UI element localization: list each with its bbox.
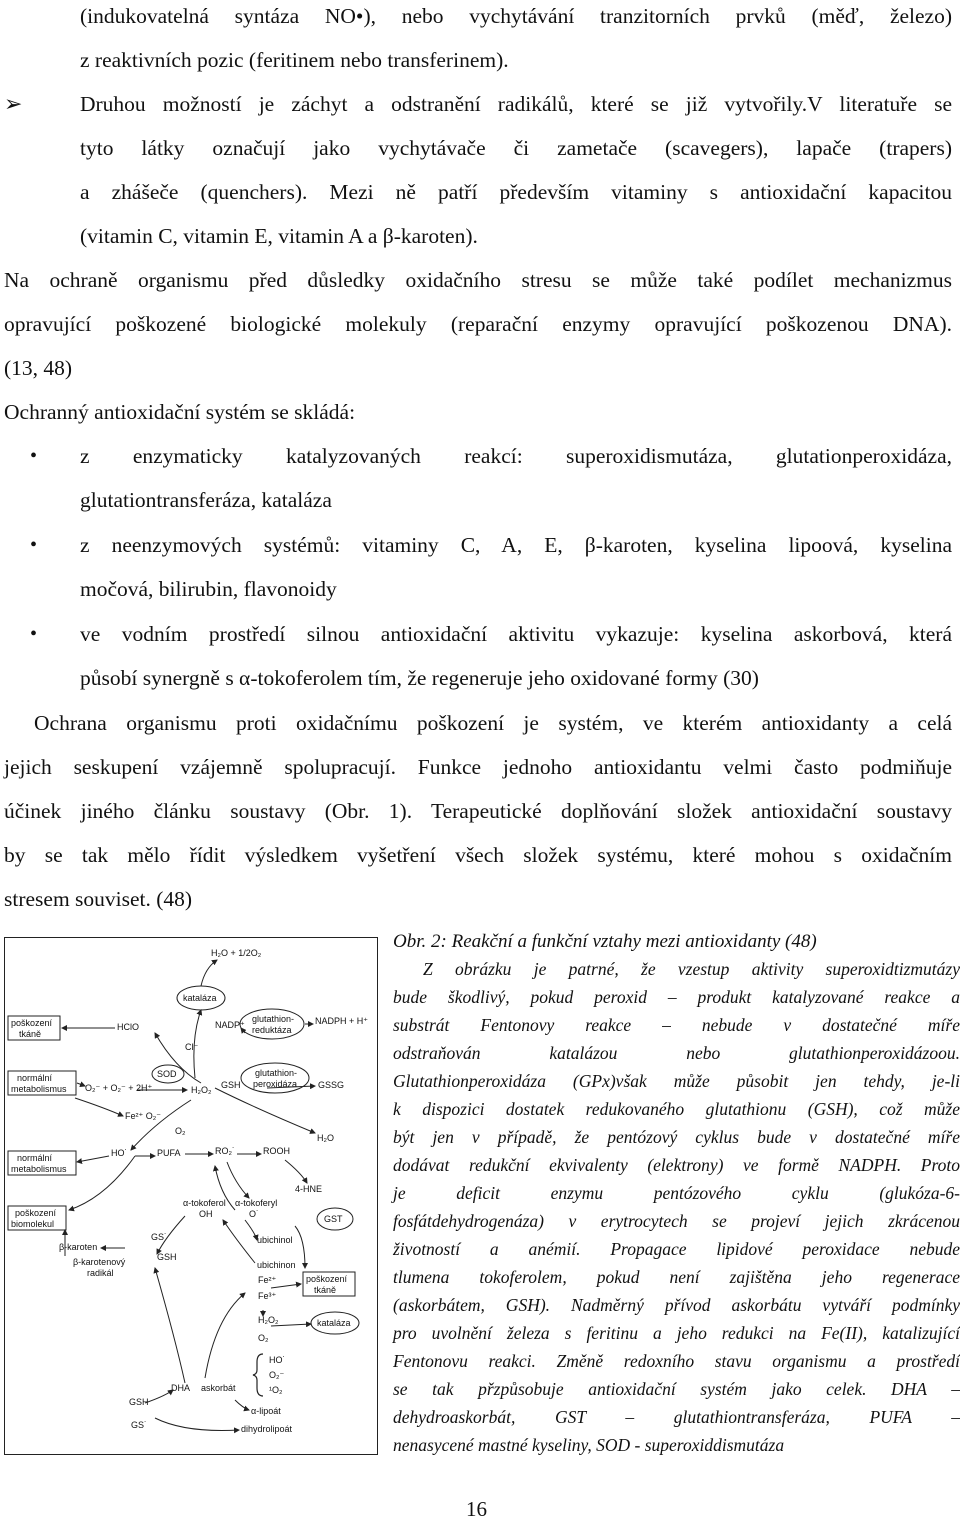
text-line: Na ochraně organismu před důsledky oxidačního stresu se může také podílet mechanizmus [4,268,952,292]
label-hclo: HClO [117,1022,139,1032]
text-line: účinek jiného článku soustavy (Obr. 1). Terapeutické doplňování složek antioxidační soustavy [4,799,952,823]
label-fe: Fe²⁺ O₂⁻ [125,1111,161,1121]
label-glutathion-peroxidaza-2: peroxidáza [253,1079,298,1089]
arrow [205,1293,245,1378]
caption-line: Glutathionperoxidáza (GPx)však může působit jen tehdy, je-li [393,1071,960,1091]
label-tokoferyl-1: α-tokoferyl [235,1198,278,1208]
brace [253,1354,263,1396]
label-ho-list-2: O₂⁻ [269,1370,285,1380]
label-cl: Cl⁻ [185,1042,199,1052]
bullet-text: ve vodním prostředí silnou antioxidační aktivitu vykazuje: kyselina askorbová, která [80,622,952,646]
arrow [69,1156,135,1210]
caption-line: být jen v případě, že pentózový cyklus bude v dostatečné míře [393,1127,960,1147]
caption-line: k dispozici dostatek redukovaného glutathionu (GSH), což může [393,1099,960,1119]
label-gs-radical: GS˙ [151,1232,168,1242]
label-o2-low: O₂ [258,1333,269,1343]
caption-line: pro uvolnění železa s feritinu a jeho redukci na Fe(II), katalizující [393,1323,960,1343]
bullet-text: glutationtransferáza, kataláza [80,488,332,512]
caption-line: fosfátdehydrogenáza) v erytrocytech se projeví jejich zkrácenou [393,1211,960,1231]
label-gsh-low: GSH [129,1397,149,1407]
caption-line: se tak přzpůsobuje antioxidační systém jako celek. DHA – [393,1379,960,1399]
label-lipoat: α-lipoát [251,1406,281,1416]
label-tokoferol-1: α-tokoferol [183,1198,226,1208]
label-h2o2: H₂O₂ [191,1085,212,1095]
label-sod: SOD [157,1069,177,1079]
label-pufa: PUFA [157,1148,181,1158]
label-hne: 4-HNE [295,1184,323,1194]
caption-line: bude škodlivý, pokud peroxid – produkt katalyzované reakce a [393,987,960,1007]
page-number: 16 [466,1497,487,1521]
label-fe2: Fe²⁺ [258,1275,277,1285]
label-poskozeni-biomolekul-2: biomolekul [11,1219,55,1229]
label-glutathion-peroxidaza-1: glutathion- [255,1068,298,1078]
label-poskozeni-biomolekul-1: poškození [15,1208,57,1218]
arrow [145,1390,173,1403]
bullet-icon: • [30,445,38,467]
label-karotenovy-2: radikál [87,1268,114,1278]
label-tokoferyl-2: O˙ [249,1209,259,1219]
caption-line: je deficit enzymu pentózového cyklu (glukóza-6- [393,1183,960,1203]
label-ho-list-3: ¹O₂ [269,1385,283,1395]
figure-caption-title: Obr. 2: Reakční a funkční vztahy mezi antioxidanty (48) [393,931,817,952]
bullet-icon: • [30,534,38,556]
arrow [295,1226,305,1268]
caption-line: (askorbátem, GSH). Nadměrný přívod askorbátu vytváří podmínky [393,1295,960,1315]
arrow [75,1098,123,1116]
caption-line: substrát Fentonovy reakce – nebude v dostatečné míře [393,1015,960,1035]
text-line: Druhou možností je záchyt a odstranění radikálů, které se již vytvořily.V literatuře se [80,92,952,116]
caption-line: nenasycené mastné kyseliny, SOD - superoxiddismutáza [393,1435,785,1455]
text-line: jejich seskupení vzájemně spolupracují. Funkce jednoho antioxidantu velmi často podmiňuje [4,755,952,779]
label-poskozeni-tkane-2b: tkáně [314,1285,337,1295]
arrow [155,1268,185,1383]
label-gs-low: GS˙ [131,1420,148,1430]
label-katalaza: kataláza [183,993,217,1003]
label-h2o-top: H₂O + 1/2O₂ [211,948,262,958]
label-h2o: H₂O [317,1133,334,1143]
arrow [235,1400,249,1410]
text-line: a zhášeče (quenchers). Mezi ně patří především vitaminy s antioxidační kapacitou [80,180,952,204]
label-ho-list-1: HO˙ [269,1355,286,1365]
arrow [245,1220,257,1240]
text-line: Ochranný antioxidační systém se skládá: [4,400,356,424]
label-o2: O₂ [175,1126,186,1136]
arrow [285,1160,307,1183]
bullet-text: z enzymaticky katalyzovaných reakcí: superoxidismutáza, glutationperoxidáza, [80,444,952,468]
label-ho: HO˙ [111,1148,128,1158]
label-karoten: β-karoten [59,1242,98,1252]
label-glutathion-reduktaza-1: glutathion- [252,1014,295,1024]
label-normalni-metabolismus-1a: normální [17,1073,53,1083]
text-line: tyto látky označují jako vychytávače či zametače (scavegers), lapače (trapers) [80,136,952,160]
text-line: by se tak mělo řídit výsledkem vyšetření všech složek systému, které mohou s oxidačním [4,843,952,867]
label-dha: DHA [171,1383,191,1393]
label-poskozeni-tkane-2a: poškození [306,1274,348,1284]
arrow [155,1418,239,1431]
label-normalni-metabolismus-2b: metabolismus [11,1164,67,1174]
label-ro2: RO₂˙ [215,1146,235,1156]
label-gsh: GSH [221,1080,241,1090]
label-ubichinon: ubichinon [257,1260,296,1270]
label-poskozeni-tkane-1: poškození [11,1018,53,1028]
arrow [215,1088,315,1133]
label-glutathion-reduktaza-2: reduktáza [252,1025,292,1035]
label-fe3: Fe³⁺ [258,1291,277,1301]
antioxidant-diagram [4,937,378,1455]
arrow-bullet-icon: ➢ [4,91,23,116]
caption-line: odstraňován katalázou nebo glutathionperoxidázoou. [393,1043,960,1063]
caption-line: dodávat redukční ekvivalenty (elektrony) ve formě NADPH. Proto [393,1155,960,1175]
label-gsh-mid: GSH [157,1252,177,1262]
arrow [77,1156,109,1162]
text-line: (13, 48) [4,356,73,380]
caption-line: Z obrázku je patrné, že vzestup aktivity superoxidtizmutázy [423,959,960,979]
caption-line: Fentonovu reakci. Změně redoxního stavu organismu a prostředí [393,1351,960,1371]
label-gssg: GSSG [318,1080,345,1090]
text-line: z reaktivních pozic (feritinem nebo transferinem). [80,48,509,72]
label-askorbat: askorbát [201,1383,236,1393]
text-line: stresem souviset. (48) [4,887,193,911]
label-katalaza-2: kataláza [317,1318,351,1328]
label-dihydrolipoat: dihydrolipoát [241,1424,293,1434]
text-line: Ochrana organismu proti oxidačnímu poškození je systém, ve kterém antioxidanty a celá [34,711,952,735]
caption-line: tlumena tokoferolem, pokud není zajištěna jeho regenerace [393,1267,960,1287]
label-normalni-metabolismus-1b: metabolismus [11,1084,67,1094]
caption-line: životností a anémií. Propagace lipidové peroxidace nebude [393,1239,960,1259]
arrow [227,1162,249,1198]
text-line: (vitamin C, vitamin E, vitamin A a β-karoten). [80,224,478,248]
arrow [131,1100,191,1150]
label-poskozeni-tkane-2: tkáně [19,1029,42,1039]
caption-line: dehydroaskorbát, GST – glutathiontransferáza, PUFA – [393,1407,960,1427]
text-line: opravující poškozené biologické molekuly (reparační enzymy opravující poškozenou DNA). [4,312,952,336]
label-ubichinol: ubichinol [257,1235,293,1245]
label-superoxide: O₂⁻ + O₂⁻ + 2H⁺ [85,1083,153,1093]
bullet-icon: • [30,623,38,645]
label-nadp: NADP⁺ [215,1020,245,1030]
label-h2o2-low: H₂O₂ [258,1315,279,1325]
label-rooh: ROOH [263,1146,290,1156]
label-karotenovy-1: β-karotenový [73,1257,126,1267]
arrow [201,960,217,986]
label-normalni-metabolismus-2a: normální [17,1153,53,1163]
label-gst: GST [324,1214,343,1224]
bullet-text: z neenzymových systémů: vitaminy C, A, E, β-karoten, kyselina lipoová, kyselina [80,533,952,557]
bullet-text: působí synergně s α-tokoferolem tím, že regeneruje jeho oxidované formy (30) [80,666,759,690]
label-nadph: NADPH + H⁺ [315,1016,369,1026]
bullet-text: močová, bilirubin, flavonoidy [80,577,337,601]
text-line: (indukovatelná syntáza NO•), nebo vychytávání tranzitorních prvků (měď, železo) [80,4,952,28]
arrow [77,1083,85,1086]
label-tokoferol-2: OH [199,1209,213,1219]
